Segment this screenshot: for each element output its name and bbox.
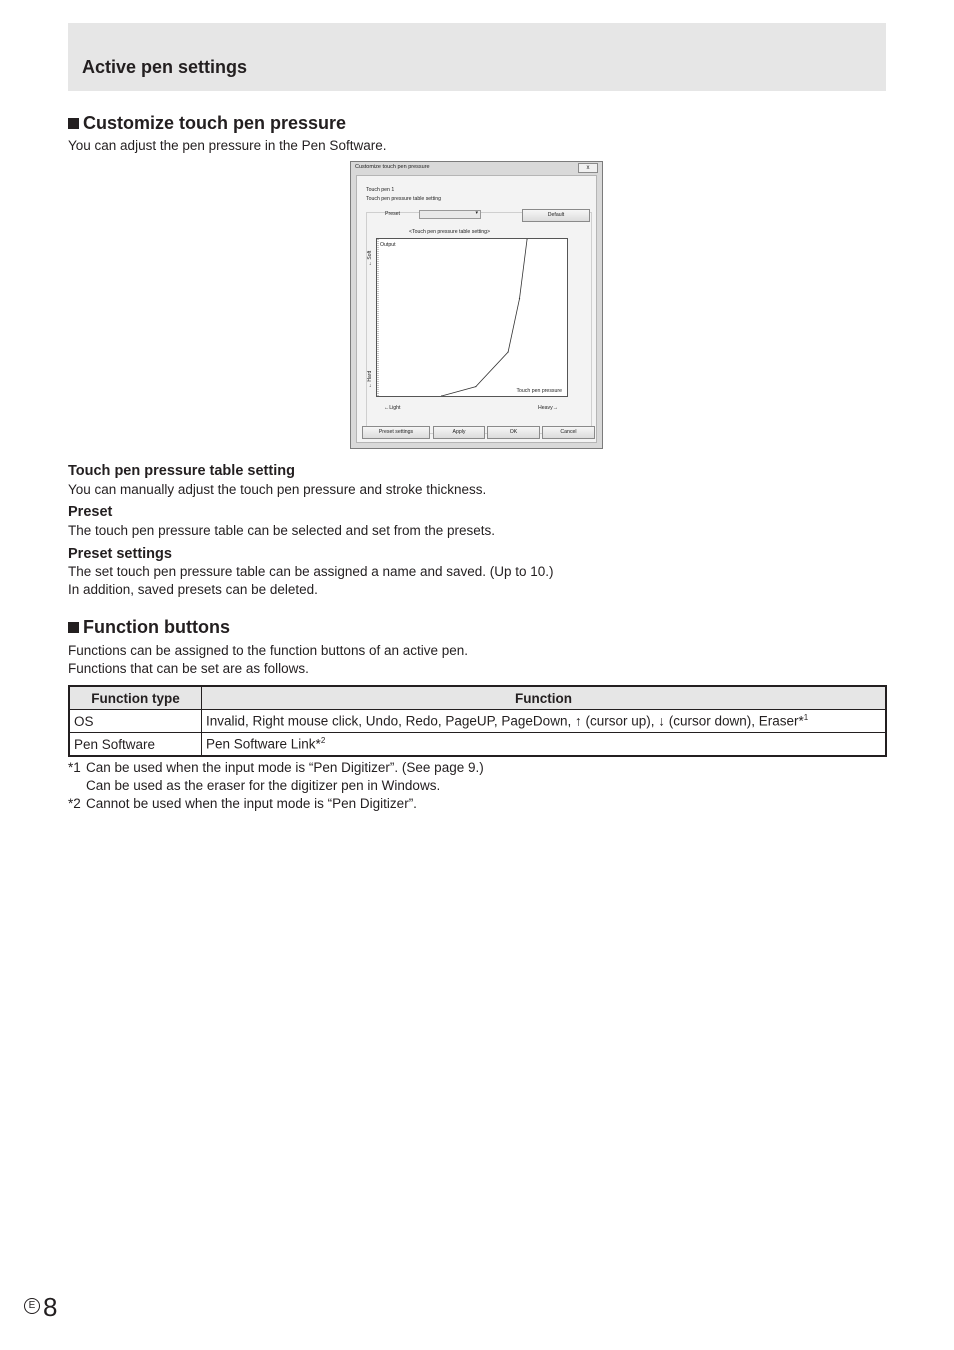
- function-buttons-line2: Functions that can be set are as follows.: [68, 661, 309, 676]
- preset-heading: Preset: [68, 504, 113, 520]
- ok-button[interactable]: OK: [487, 426, 540, 439]
- note-2-line1: Cannot be used when the input mode is “Pen Digitizer”.: [86, 796, 417, 811]
- function-buttons-line1: Functions can be assigned to the function buttons of an active pen.: [68, 643, 469, 658]
- preset-settings-line2: In addition, saved presets can be deleted.: [68, 582, 318, 597]
- table-setting-heading: Touch pen pressure table setting: [68, 463, 295, 479]
- preset-settings-line1: The set touch pen pressure table can be assigned a name and saved. (Up to 10.): [68, 564, 554, 579]
- default-button[interactable]: Default: [522, 209, 590, 222]
- pen-label: Touch pen 1: [366, 187, 395, 193]
- dialog-client: [356, 175, 597, 443]
- hard-label: ← Hard: [367, 370, 373, 388]
- pressure-curve-line: [442, 239, 527, 396]
- customize-intro: You can adjust the pen pressure in the Pen Software.: [68, 138, 387, 153]
- curve-point: [508, 351, 509, 352]
- table-setting-text: You can manually adjust the touch pen pressure and stroke thickness.: [68, 482, 487, 497]
- preset-label: Preset: [385, 211, 400, 217]
- function-buttons-heading-text: Function buttons: [83, 617, 230, 637]
- page-number-text: 8: [43, 1292, 58, 1322]
- cell-function: Pen Software Link*$^2$: [202, 733, 887, 757]
- note-1-line2: Can be used as the eraser for the digitizer pen in Windows.: [86, 778, 441, 793]
- header-function-type: Function type: [69, 686, 202, 710]
- square-bullet-icon: [68, 622, 79, 633]
- function-buttons-heading: [68, 617, 230, 638]
- apply-button[interactable]: Apply: [433, 426, 485, 439]
- dialog-titlebar: [351, 162, 602, 174]
- dropdown-arrow-icon: ▾: [475, 210, 478, 216]
- curve-point: [519, 298, 520, 299]
- customize-heading: [68, 113, 346, 134]
- preset-settings-button[interactable]: Preset settings: [362, 426, 430, 439]
- language-badge: E: [24, 1298, 40, 1314]
- light-label: ←Light: [384, 405, 401, 411]
- table-row: [69, 733, 886, 757]
- preset-dropdown[interactable]: [419, 210, 481, 219]
- note-2-mark: *2: [68, 796, 81, 811]
- heavy-label: Heavy→: [538, 405, 558, 411]
- square-bullet-icon: [68, 118, 79, 129]
- function-table: [68, 685, 887, 757]
- x-axis-title: Touch pen pressure: [516, 388, 562, 394]
- close-icon[interactable]: x: [578, 163, 598, 173]
- pressure-plot[interactable]: [376, 238, 568, 397]
- y-axis-title: Output: [380, 242, 396, 248]
- cancel-button[interactable]: Cancel: [542, 426, 595, 439]
- page-number: [24, 1292, 57, 1323]
- header-function: Function: [202, 686, 887, 710]
- section-banner: [68, 23, 886, 91]
- table-header-row: [69, 686, 886, 710]
- cell-function: Invalid, Right mouse click, Undo, Redo, PageUP, PageDown, ↑ (cursor up), ↓ (cursor down), Eraser*$^1$: [202, 710, 887, 733]
- section-banner-title: Active pen settings: [82, 57, 248, 77]
- soft-label: ← Soft: [367, 250, 373, 266]
- preset-text: The touch pen pressure table can be selected and set from the presets.: [68, 523, 496, 538]
- customize-heading-text: Customize touch pen pressure: [83, 113, 347, 133]
- pressure-dialog-screenshot: [350, 161, 603, 449]
- cell-type: OS: [69, 710, 202, 733]
- note-1-mark: *1: [68, 760, 81, 775]
- table-row: [69, 710, 886, 733]
- preset-settings-heading: Preset settings: [68, 546, 172, 562]
- cell-type: Pen Software: [69, 733, 202, 757]
- group-label: Touch pen pressure table setting: [366, 196, 441, 202]
- dialog-title: Customize touch pen pressure: [355, 164, 430, 170]
- pressure-curve-svg: [377, 239, 567, 396]
- note-1-line1: Can be used when the input mode is “Pen Digitizer”. (See page 9.): [86, 760, 484, 775]
- curve-point: [475, 386, 476, 387]
- table-caption: <Touch pen pressure table setting>: [409, 229, 491, 235]
